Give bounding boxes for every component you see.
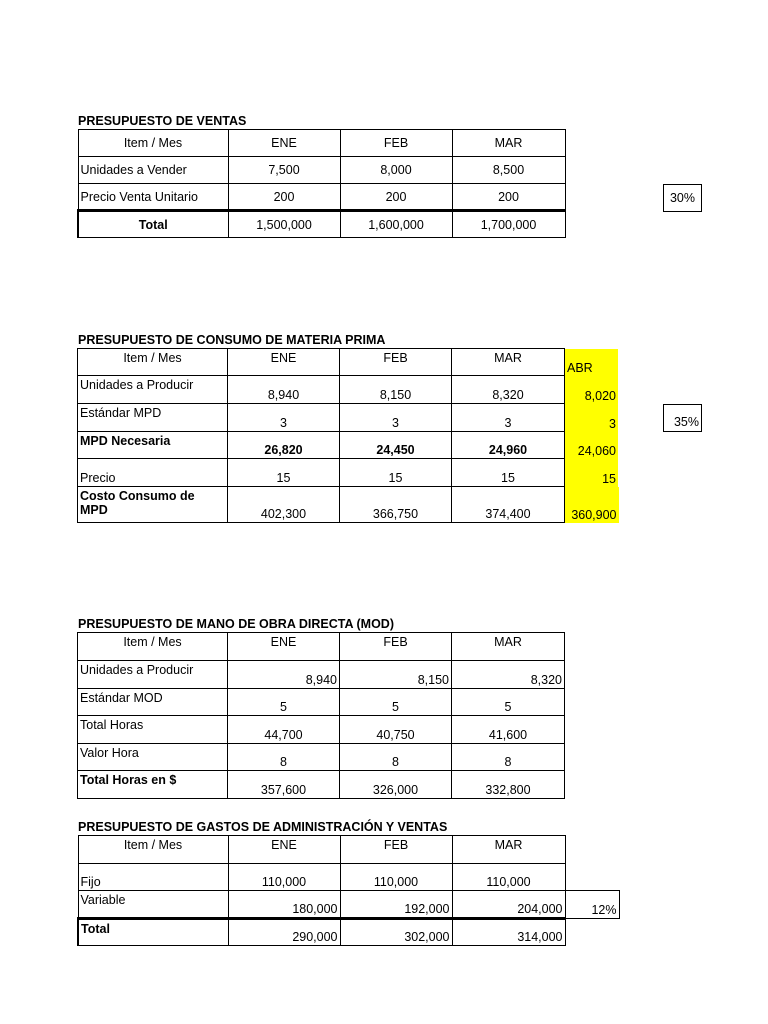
cell[interactable]: 302,000 bbox=[340, 919, 452, 946]
cell[interactable]: 3 bbox=[565, 404, 619, 432]
row-label[interactable]: Costo Consumo de MPD bbox=[78, 487, 228, 523]
gastos-table bbox=[77, 835, 620, 946]
row-label[interactable]: Variable bbox=[78, 891, 228, 919]
table-row bbox=[78, 836, 619, 864]
cell[interactable]: 332,800 bbox=[452, 771, 565, 799]
header-cell[interactable]: MAR bbox=[452, 633, 565, 661]
cell[interactable]: 40,750 bbox=[340, 716, 452, 744]
gastos-title: PRESUPUESTO DE GASTOS DE ADMINISTRACIÓN Y VENTAS bbox=[78, 820, 448, 834]
cell[interactable]: 357,600 bbox=[228, 771, 340, 799]
table-row bbox=[78, 157, 565, 184]
cell[interactable]: 314,000 bbox=[452, 919, 565, 946]
cell[interactable]: 24,060 bbox=[565, 432, 619, 459]
table-row bbox=[78, 349, 619, 376]
cell[interactable]: 8 bbox=[452, 744, 565, 771]
cell[interactable]: 8,500 bbox=[452, 157, 565, 184]
table-row bbox=[78, 689, 565, 716]
table-row bbox=[78, 771, 565, 799]
cell[interactable]: 374,400 bbox=[452, 487, 565, 523]
header-cell[interactable]: MAR bbox=[452, 130, 565, 157]
cell[interactable]: 15 bbox=[228, 459, 340, 487]
header-cell[interactable]: FEB bbox=[340, 836, 452, 864]
header-cell[interactable]: Item / Mes bbox=[78, 633, 228, 661]
materia-prima-table bbox=[77, 348, 619, 523]
row-label[interactable]: Total bbox=[78, 211, 228, 238]
header-cell[interactable]: ENE bbox=[228, 349, 340, 376]
table-row bbox=[78, 432, 619, 459]
cell[interactable]: 3 bbox=[228, 404, 340, 432]
cell[interactable]: 366,750 bbox=[340, 487, 452, 523]
cell[interactable]: 8,150 bbox=[340, 661, 452, 689]
cell[interactable]: 8 bbox=[340, 744, 452, 771]
header-cell[interactable]: FEB bbox=[340, 633, 452, 661]
cell[interactable]: 200 bbox=[340, 184, 452, 211]
cell[interactable]: 1,500,000 bbox=[228, 211, 340, 238]
table-row bbox=[78, 919, 619, 946]
table-row bbox=[78, 716, 565, 744]
cell[interactable]: 290,000 bbox=[228, 919, 340, 946]
cell[interactable]: 326,000 bbox=[340, 771, 452, 799]
row-label[interactable]: Precio bbox=[78, 459, 228, 487]
table-row bbox=[78, 891, 619, 919]
row-label[interactable]: Unidades a Producir bbox=[78, 661, 228, 689]
header-cell[interactable]: MAR bbox=[452, 836, 565, 864]
cell[interactable]: 1,600,000 bbox=[340, 211, 452, 238]
cell[interactable]: 5 bbox=[228, 689, 340, 716]
cell[interactable]: 204,000 bbox=[452, 891, 565, 919]
header-cell[interactable]: Item / Mes bbox=[78, 836, 228, 864]
cell[interactable]: 8,020 bbox=[565, 376, 619, 404]
gastos-pct-cell[interactable]: 12% bbox=[565, 891, 619, 919]
cell[interactable]: 24,450 bbox=[340, 432, 452, 459]
cell[interactable]: 8,150 bbox=[340, 376, 452, 404]
mano-obra-title: PRESUPUESTO DE MANO DE OBRA DIRECTA (MOD) bbox=[78, 617, 394, 631]
row-label[interactable]: Unidades a Vender bbox=[78, 157, 228, 184]
cell[interactable]: 3 bbox=[340, 404, 452, 432]
header-cell-abr[interactable]: ABR bbox=[565, 349, 619, 376]
cell[interactable]: 192,000 bbox=[340, 891, 452, 919]
table-row bbox=[78, 864, 619, 891]
empty-cell bbox=[565, 836, 619, 864]
table-row bbox=[78, 130, 565, 157]
row-label[interactable]: MPD Necesaria bbox=[78, 432, 228, 459]
header-cell[interactable]: ENE bbox=[228, 633, 340, 661]
cell[interactable]: 1,700,000 bbox=[452, 211, 565, 238]
cell[interactable]: 5 bbox=[452, 689, 565, 716]
header-cell[interactable]: FEB bbox=[340, 349, 452, 376]
table-row bbox=[78, 211, 565, 238]
table-row bbox=[78, 744, 565, 771]
table-row bbox=[78, 459, 619, 487]
cell[interactable]: 402,300 bbox=[228, 487, 340, 523]
table-row bbox=[78, 404, 619, 432]
cell[interactable]: 180,000 bbox=[228, 891, 340, 919]
cell[interactable]: 15 bbox=[452, 459, 565, 487]
empty-cell bbox=[565, 864, 619, 891]
mano-obra-table bbox=[77, 632, 565, 799]
cell[interactable]: 15 bbox=[565, 459, 619, 487]
materia-prima-pct-cell[interactable]: 35% bbox=[663, 404, 702, 432]
cell[interactable]: 200 bbox=[452, 184, 565, 211]
row-label[interactable]: Fijo bbox=[78, 864, 228, 891]
ventas-title: PRESUPUESTO DE VENTAS bbox=[78, 114, 247, 128]
header-cell[interactable]: Item / Mes bbox=[78, 349, 228, 376]
header-cell[interactable]: MAR bbox=[452, 349, 565, 376]
cell[interactable]: 3 bbox=[452, 404, 565, 432]
cell[interactable]: 110,000 bbox=[340, 864, 452, 891]
row-label[interactable]: Total bbox=[78, 919, 228, 946]
row-label[interactable]: Total Horas en $ bbox=[78, 771, 228, 799]
cell[interactable]: 8,940 bbox=[228, 661, 340, 689]
cell[interactable]: 26,820 bbox=[228, 432, 340, 459]
table-row bbox=[78, 376, 619, 404]
row-label[interactable]: Estándar MPD bbox=[78, 404, 228, 432]
table-row bbox=[78, 633, 565, 661]
table-row bbox=[78, 184, 565, 211]
cell[interactable]: 15 bbox=[340, 459, 452, 487]
cell[interactable]: 8,000 bbox=[340, 157, 452, 184]
table-row bbox=[78, 661, 565, 689]
header-cell[interactable]: Item / Mes bbox=[78, 130, 228, 157]
cell[interactable]: 7,500 bbox=[228, 157, 340, 184]
header-cell[interactable]: FEB bbox=[340, 130, 452, 157]
cell[interactable]: 5 bbox=[340, 689, 452, 716]
cell[interactable]: 8,320 bbox=[452, 376, 565, 404]
table-row bbox=[78, 487, 619, 523]
cell[interactable]: 360,900 bbox=[565, 487, 619, 523]
row-label[interactable]: Valor Hora bbox=[78, 744, 228, 771]
header-cell[interactable]: ENE bbox=[228, 836, 340, 864]
cell[interactable]: 110,000 bbox=[228, 864, 340, 891]
row-label[interactable]: Total Horas bbox=[78, 716, 228, 744]
ventas-table bbox=[77, 129, 566, 238]
cell[interactable]: 41,600 bbox=[452, 716, 565, 744]
cell[interactable]: 8,940 bbox=[228, 376, 340, 404]
materia-prima-title: PRESUPUESTO DE CONSUMO DE MATERIA PRIMA bbox=[78, 333, 386, 347]
cell[interactable]: 24,960 bbox=[452, 432, 565, 459]
cell[interactable]: 8,320 bbox=[452, 661, 565, 689]
cell[interactable]: 8 bbox=[228, 744, 340, 771]
cell[interactable]: 110,000 bbox=[452, 864, 565, 891]
row-label[interactable]: Unidades a Producir bbox=[78, 376, 228, 404]
cell[interactable]: 44,700 bbox=[228, 716, 340, 744]
row-label[interactable]: Estándar MOD bbox=[78, 689, 228, 716]
header-cell[interactable]: ENE bbox=[228, 130, 340, 157]
cell[interactable]: 200 bbox=[228, 184, 340, 211]
ventas-pct-cell[interactable]: 30% bbox=[663, 184, 702, 212]
row-label[interactable]: Precio Venta Unitario bbox=[78, 184, 228, 211]
empty-cell bbox=[565, 919, 619, 946]
